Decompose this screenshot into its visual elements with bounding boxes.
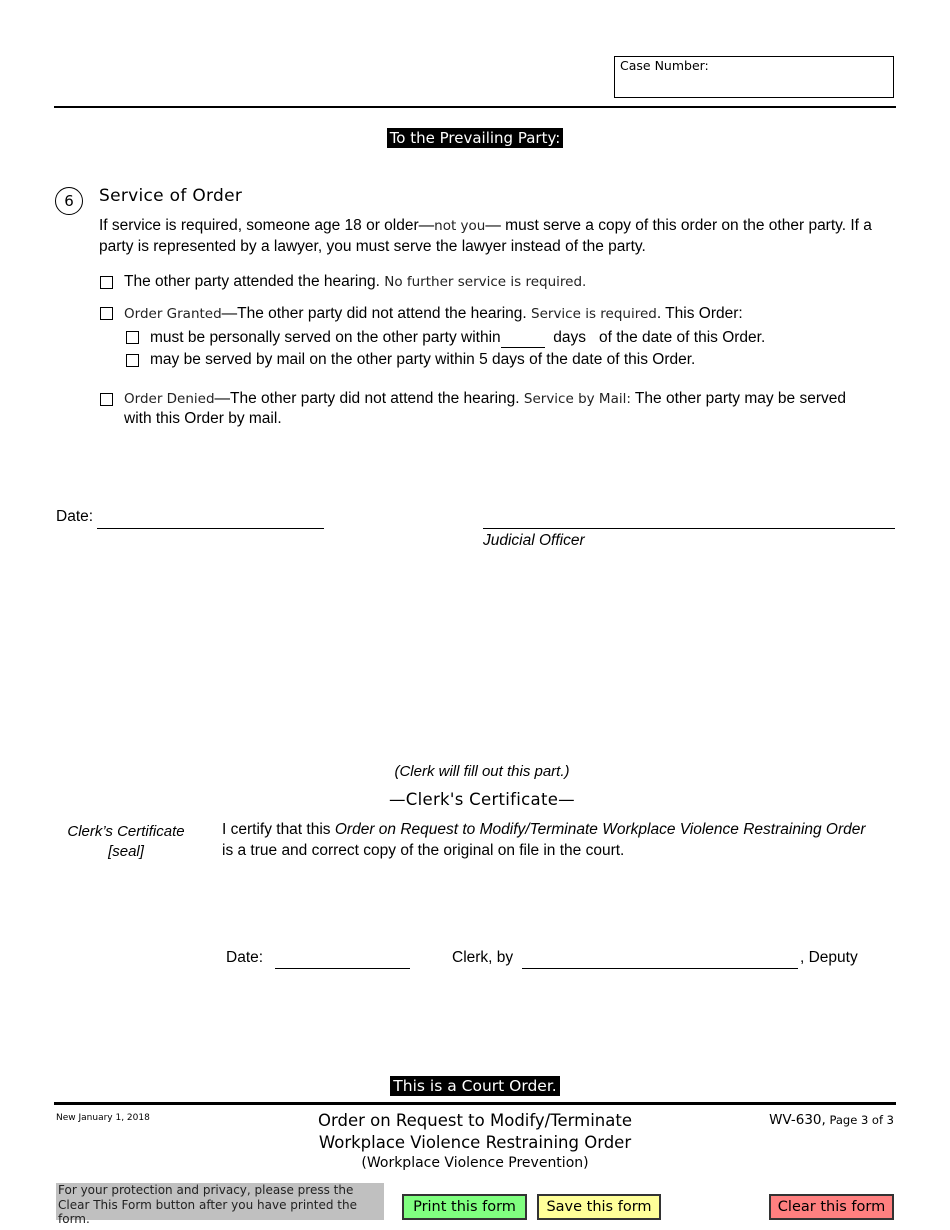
order-title-italic: Order on Request to Modify/Terminate Workplace Violence Restraining Order [334, 821, 866, 838]
deputy-label: , Deputy [800, 949, 858, 966]
case-number-box[interactable] [614, 56, 894, 98]
service-required-label: Service is required [531, 306, 657, 322]
form-title-line1: Order on Request to Modify/Terminate [317, 1111, 632, 1130]
court-order-banner-wrap [0, 1076, 950, 1096]
form-title-line2: Workplace Violence Restraining Order [318, 1133, 632, 1152]
personally-served-checkbox[interactable] [126, 331, 139, 344]
clerk-note: (Clerk will fill out this part.) [394, 763, 570, 780]
date-label: Date: [56, 508, 94, 525]
judicial-officer-label: Judicial Officer [483, 532, 585, 549]
clerk-certification-text [222, 820, 912, 861]
privacy-note: For your protection and privacy, please press the Clear This Form button after you have printed the form. [56, 1183, 384, 1220]
attended-hearing-checkbox[interactable] [100, 276, 113, 289]
page-info: Page 3 of 3 [825, 1113, 894, 1127]
cert-text: I certify that this [222, 821, 335, 838]
prevailing-party-banner: To the Prevailing Party: [387, 128, 564, 148]
option-text: of the date of this Order. [598, 329, 766, 346]
clerk-signature-line[interactable] [522, 968, 798, 969]
print-form-button[interactable]: Print this form [402, 1194, 527, 1220]
clerk-side-label [56, 822, 196, 862]
item-number-6: 6 [55, 187, 83, 215]
clerk-by-label: Clerk, by [452, 949, 514, 966]
date-field[interactable] [97, 528, 324, 529]
order-denied-option-continued: with this Order by mail. [124, 410, 282, 427]
days-input[interactable] [501, 327, 545, 348]
days-label: days [553, 329, 587, 346]
option-text: . This Order: [656, 305, 743, 322]
top-banner-wrap [0, 128, 950, 148]
form-number [769, 1110, 894, 1128]
option-text: —The other party did not attend the hearing. [221, 305, 532, 322]
clerk-date-field[interactable] [275, 968, 410, 969]
header-rule [54, 106, 896, 108]
served-by-mail-checkbox[interactable] [126, 354, 139, 367]
save-form-button[interactable]: Save this form [537, 1194, 661, 1220]
intro-text-continued: must serve a copy of this order on the other party. If a party is represented by a lawyer, you must serve the lawyer instead of the party. [99, 217, 872, 255]
order-denied-option [124, 389, 846, 409]
judicial-officer-signature-line[interactable] [483, 528, 895, 529]
option-text: The other party attended the hearing. [124, 273, 380, 290]
form-number-code: WV-630, [769, 1112, 826, 1128]
intro-dash: — [418, 217, 435, 234]
order-denied-checkbox[interactable] [100, 393, 113, 406]
clerk-certificate-label: Clerk’s Certificate [67, 823, 185, 840]
order-granted-checkbox[interactable] [100, 307, 113, 320]
seal-label: [seal] [108, 843, 144, 860]
clerk-date-label: Date: [226, 949, 264, 966]
clear-form-button[interactable]: Clear this form [769, 1194, 894, 1220]
section-heading: Service of Order [99, 186, 243, 206]
order-denied-label: Order Denied [124, 391, 215, 407]
form-subtitle: (Workplace Violence Prevention) [361, 1155, 589, 1171]
no-service-required-text: No further service is required. [379, 274, 587, 290]
not-you-text: not you [434, 218, 486, 234]
attended-hearing-option [124, 272, 586, 292]
personally-served-option [150, 327, 765, 348]
intro-text: If service is required, someone age 18 or older [99, 217, 419, 234]
service-by-mail-label: Service by Mail: [523, 391, 631, 407]
form-title [275, 1110, 675, 1173]
served-by-mail-option: may be served by mail on the other party within 5 days of the date of this Order. [150, 351, 696, 368]
intro-dash: — [485, 217, 501, 234]
order-granted-option [124, 304, 743, 324]
case-number-label: Case Number: [620, 58, 709, 73]
service-instructions [99, 216, 874, 257]
option-text: must be personally served on the other party within [150, 329, 501, 346]
revision-date: New January 1, 2018 [56, 1113, 150, 1123]
option-text: —The other party did not attend the hearing. [214, 390, 524, 407]
court-order-banner: This is a Court Order. [390, 1076, 559, 1096]
clerk-certificate-title: —Clerk's Certificate— [389, 790, 575, 809]
footer-rule [54, 1102, 896, 1105]
option-text: The other party may be served [630, 390, 847, 407]
cert-text: is a true and correct copy of the original on file in the court. [222, 841, 625, 859]
order-granted-label: Order Granted [124, 306, 222, 322]
